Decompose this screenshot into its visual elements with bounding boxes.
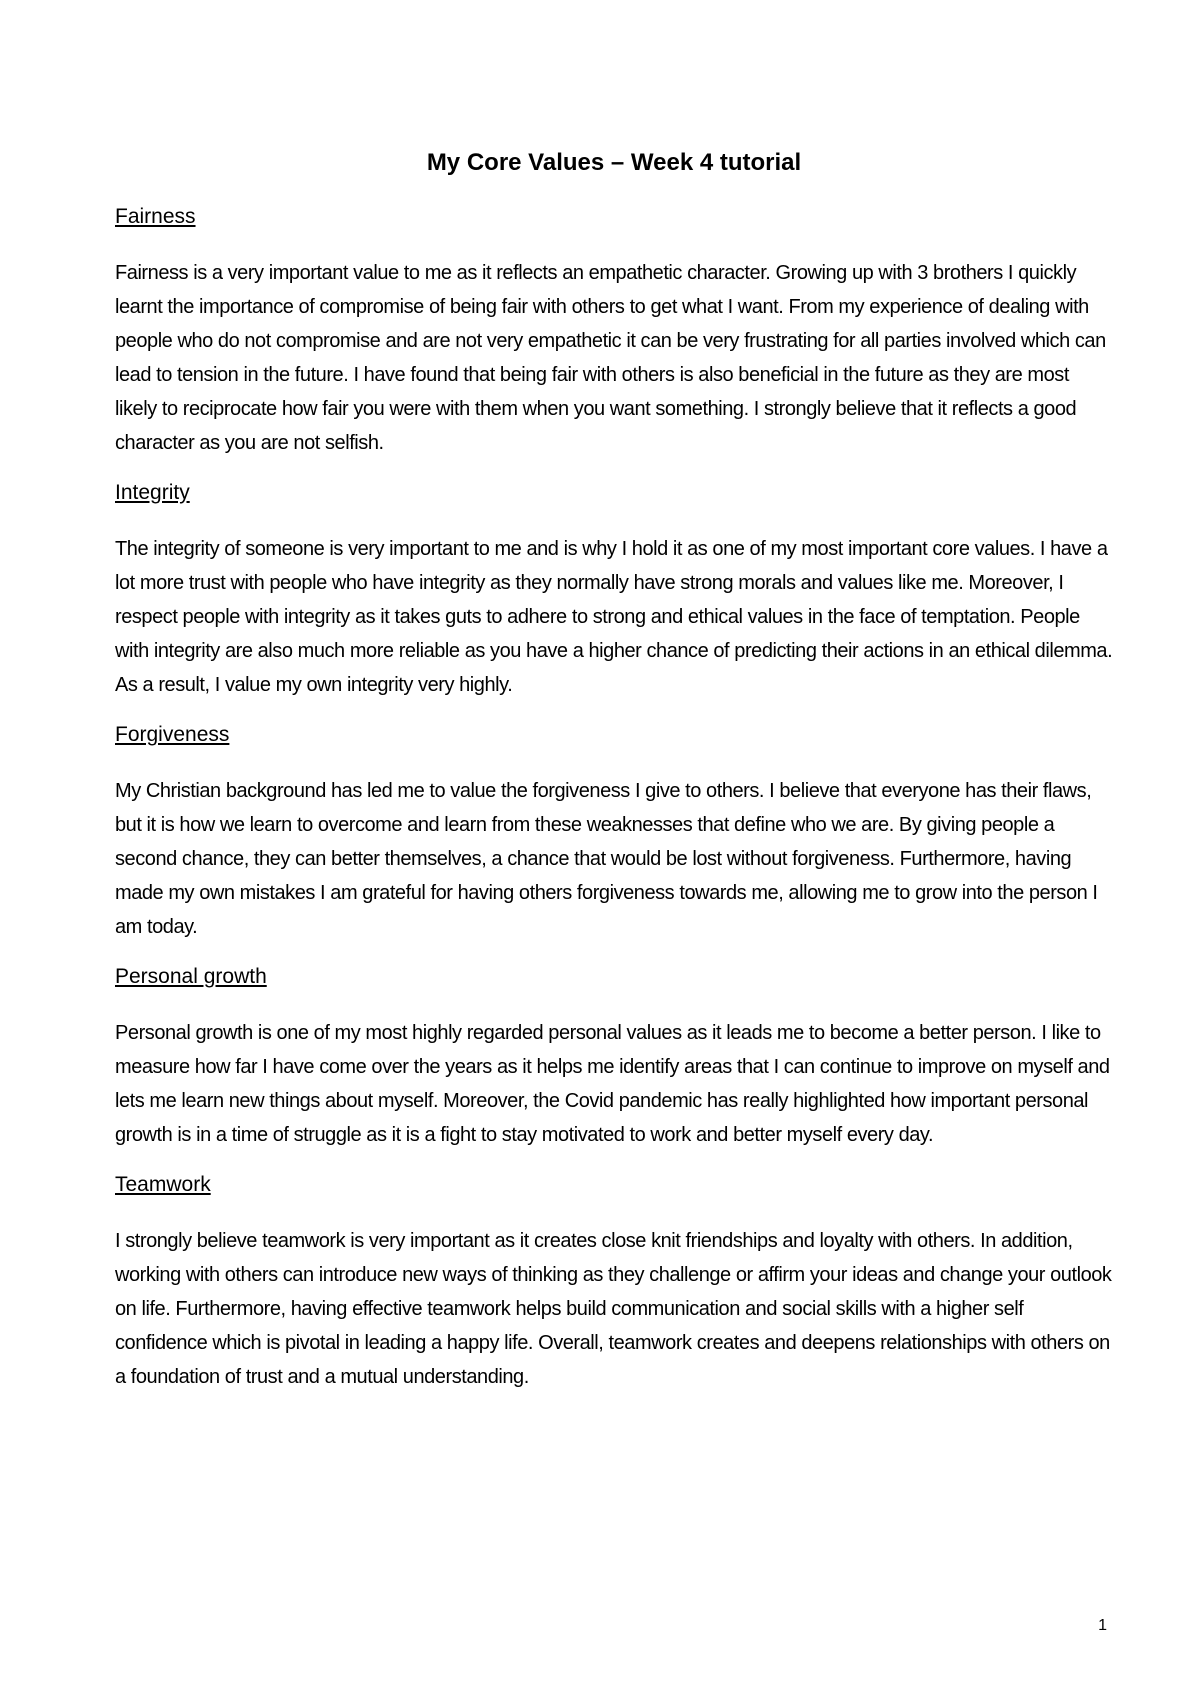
document-body — [115, 148, 1113, 1414]
section-heading-integrity: Integrity — [115, 481, 190, 504]
section-heading-teamwork: Teamwork — [115, 1173, 211, 1196]
section-body-teamwork: I strongly believe teamwork is very important as it creates close knit friendships and loyalty with others. In addition, working with others can introduce new ways of thinking as they challenge or affirm your ideas and change your outlook on life. Furthermore, having effective teamwork helps build communication and social skills with a higher self confidence which is pivotal in leading a happy life. Overall, teamwork creates and deepens relationships with others on a foundation of trust and a mutual understanding. — [115, 1230, 1112, 1388]
document-title: My Core Values – Week 4 tutorial — [426, 149, 802, 176]
section-heading-fairness: Fairness — [115, 205, 196, 228]
section-heading-personal-growth: Personal growth — [115, 965, 267, 988]
section-body-forgiveness: My Christian background has led me to value the forgiveness I give to others. I believe that everyone has their flaws, but it is how we learn to overcome and learn from these weaknesses that define who we are. By giving people a second chance, they can better themselves, a chance that would be lost without forgiveness. Furthermore, having made my own mistakes I am grateful for having others forgiveness towards me, allowing me to grow into the person I am today. — [115, 780, 1098, 938]
page-number: 1 — [1098, 1617, 1107, 1634]
section-body-integrity: The integrity of someone is very important to me and is why I hold it as one of my most important core values. I have a lot more trust with people who have integrity as they normally have strong morals and values like me. Moreover, I respect people with integrity as it takes guts to adhere to strong and ethical values in the face of temptation. People with integrity are also much more reliable as you have a higher chance of predicting their actions in an ethical dilemma. As a result, I value my own integrity very highly. — [115, 538, 1113, 696]
section-body-fairness: Fairness is a very important value to me as it reflects an empathetic character. Growing up with 3 brothers I quickly learnt the importance of compromise of being fair with others to get what I want. From my experience of dealing with people who do not compromise and are not very empathetic it can be very frustrating for all parties involved which can lead to tension in the future. I have found that being fair with others is also beneficial in the future as they are most likely to reciprocate how fair you were with them when you want something. I strongly believe that it reflects a good character as you are not selfish. — [115, 262, 1106, 454]
section-body-personal-growth: Personal growth is one of my most highly regarded personal values as it leads me to become a better person. I like to measure how far I have come over the years as it helps me identify areas that I can continue to improve on myself and lets me learn new things about myself. Moreover, the Covid pandemic has really highlighted how important personal growth is in a time of struggle as it is a fight to stay motivated to work and better myself every day. — [115, 1022, 1110, 1146]
section-heading-forgiveness: Forgiveness — [115, 723, 230, 746]
